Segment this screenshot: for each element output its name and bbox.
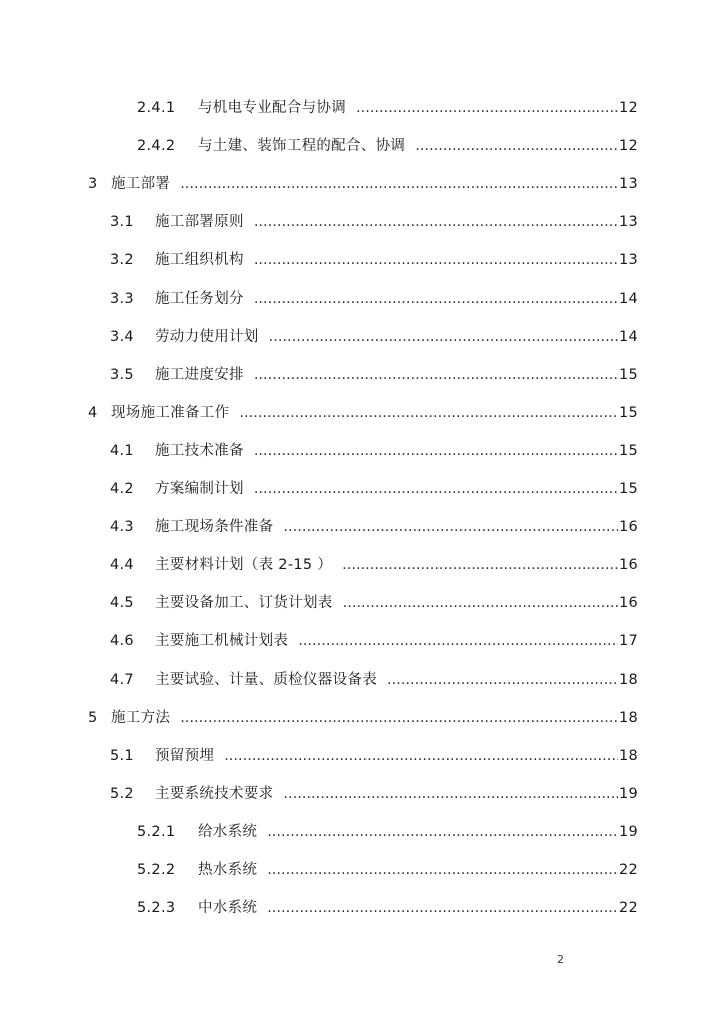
toc-dot-leader	[267, 822, 618, 842]
toc-dot-leader	[298, 631, 618, 651]
toc-entry[interactable]	[88, 172, 638, 194]
toc-entry-page: 14	[618, 329, 638, 345]
toc-entry-number: 5.1	[110, 748, 134, 764]
toc-entry-page: 15	[618, 481, 638, 497]
toc-entry-number: 2.4.2	[137, 138, 176, 154]
toc-entry[interactable]	[110, 363, 638, 385]
toc-entry[interactable]	[110, 515, 638, 537]
toc-entry-number: 3.5	[110, 367, 134, 383]
toc-entry[interactable]	[88, 401, 638, 423]
toc-dot-leader	[343, 593, 618, 613]
toc-dot-leader	[239, 403, 618, 423]
toc-entry-number: 4.4	[110, 557, 134, 573]
toc-entry-number: 4.2	[110, 481, 134, 497]
toc-entry[interactable]	[110, 744, 638, 766]
toc-entry[interactable]	[137, 858, 638, 880]
toc-entry-title: 主要设备加工、订货计划表	[155, 595, 333, 611]
toc-entry-page: 18	[618, 672, 638, 688]
toc-entry-title: 施工部署	[111, 176, 171, 192]
toc-entry-title: 给水系统	[198, 824, 258, 840]
toc-dot-leader	[283, 784, 618, 804]
toc-entry-page: 18	[618, 710, 638, 726]
toc-entry-title: 施工方法	[111, 710, 171, 726]
toc-dot-leader	[254, 365, 618, 385]
toc-entry-page: 15	[618, 405, 638, 421]
toc-entry[interactable]	[110, 782, 638, 804]
toc-entry[interactable]	[137, 896, 638, 918]
toc-entry-title: 与机电专业配合与协调	[198, 100, 346, 116]
toc-entry-page: 13	[618, 214, 638, 230]
toc-dot-leader	[254, 441, 618, 461]
toc-entry-number: 5.2.2	[137, 862, 176, 878]
toc-entry-page: 18	[618, 748, 638, 764]
toc-entry-title: 预留预埋	[155, 748, 215, 764]
toc-entry[interactable]	[110, 439, 638, 461]
toc-entry-number: 4.6	[110, 633, 134, 649]
toc-entry-number: 3.4	[110, 329, 134, 345]
toc-dot-leader	[415, 136, 618, 156]
toc-dot-leader	[254, 289, 618, 309]
toc-entry[interactable]	[110, 668, 638, 690]
toc-dot-leader	[267, 898, 618, 918]
toc-entry-page: 15	[618, 367, 638, 383]
toc-entry-page: 13	[618, 252, 638, 268]
toc-entry-number: 5.2.3	[137, 900, 176, 916]
toc-entry-title: 施工进度安排	[155, 367, 244, 383]
toc-entry-number: 5.2	[110, 786, 134, 802]
toc-dot-leader	[254, 250, 618, 270]
toc-dot-leader	[283, 517, 618, 537]
toc-dot-leader	[342, 555, 618, 575]
toc-entry-page: 12	[618, 100, 638, 116]
toc-entry-title: 中水系统	[198, 900, 258, 916]
toc-entry-number: 4.3	[110, 519, 134, 535]
toc-entry[interactable]	[88, 706, 638, 728]
toc-entry[interactable]	[110, 629, 638, 651]
toc-entry-number: 3.3	[110, 291, 134, 307]
toc-entry-title: 主要材料计划（表 2-15 ）	[155, 557, 333, 573]
toc-entry-page: 19	[618, 786, 638, 802]
toc-entry-page: 19	[618, 824, 638, 840]
toc-dot-leader	[254, 479, 618, 499]
toc-entry[interactable]	[110, 287, 638, 309]
toc-entry[interactable]	[110, 591, 638, 613]
toc-dot-leader	[387, 670, 618, 690]
toc-entry[interactable]	[137, 820, 638, 842]
toc-entry-title: 主要系统技术要求	[155, 786, 274, 802]
toc-dot-leader	[224, 746, 618, 766]
toc-entry-number: 3.1	[110, 214, 134, 230]
toc-entry-page: 22	[618, 900, 638, 916]
toc-dot-leader	[180, 708, 618, 728]
toc-entry-number: 4	[88, 405, 98, 421]
toc-entry-page: 12	[618, 138, 638, 154]
toc-entry[interactable]	[137, 134, 638, 156]
toc-entry-page: 17	[618, 633, 638, 649]
toc-entry-number: 3	[88, 176, 98, 192]
toc-entry-page: 13	[618, 176, 638, 192]
toc-entry[interactable]	[110, 477, 638, 499]
toc-entry-title: 施工技术准备	[155, 443, 244, 459]
toc-entry[interactable]	[110, 325, 638, 347]
toc-entry-title: 主要试验、计量、质检仪器设备表	[155, 672, 377, 688]
toc-entry-number: 4.7	[110, 672, 134, 688]
toc-dot-leader	[269, 327, 618, 347]
toc-entry-title: 方案编制计划	[155, 481, 244, 497]
toc-entry[interactable]	[110, 210, 638, 232]
toc-dot-leader	[180, 174, 618, 194]
toc-entry-page: 14	[618, 291, 638, 307]
toc-entry-title: 主要施工机械计划表	[155, 633, 289, 649]
toc-entry-title: 施工组织机构	[155, 252, 244, 268]
toc-entry[interactable]	[137, 96, 638, 118]
toc-entry-number: 4.1	[110, 443, 134, 459]
toc-entry-title: 施工任务划分	[155, 291, 244, 307]
toc-entry-title: 劳动力使用计划	[155, 329, 259, 345]
toc-entry-title: 施工部署原则	[155, 214, 244, 230]
toc-entry-page: 15	[618, 443, 638, 459]
toc-entry-page: 16	[618, 519, 638, 535]
toc-dot-leader	[267, 860, 618, 880]
toc-dot-leader	[254, 212, 618, 232]
toc-entry-number: 3.2	[110, 252, 134, 268]
toc-entry-number: 5	[88, 710, 98, 726]
toc-entry-number: 4.5	[110, 595, 134, 611]
toc-entry[interactable]	[110, 248, 638, 270]
toc-entry-number: 2.4.1	[137, 100, 176, 116]
toc-entry-title: 热水系统	[198, 862, 258, 878]
toc-entry-title: 现场施工准备工作	[111, 405, 230, 421]
toc-dot-leader	[356, 98, 618, 118]
page-number: 2	[557, 953, 564, 966]
toc-entry-page: 16	[618, 557, 638, 573]
toc-entry-page: 16	[618, 595, 638, 611]
toc-entry-page: 22	[618, 862, 638, 878]
toc-entry-number: 5.2.1	[137, 824, 176, 840]
toc-entry-title: 施工现场条件准备	[155, 519, 274, 535]
toc-entry[interactable]	[110, 553, 638, 575]
toc-entry-title: 与土建、装饰工程的配合、协调	[198, 138, 406, 154]
